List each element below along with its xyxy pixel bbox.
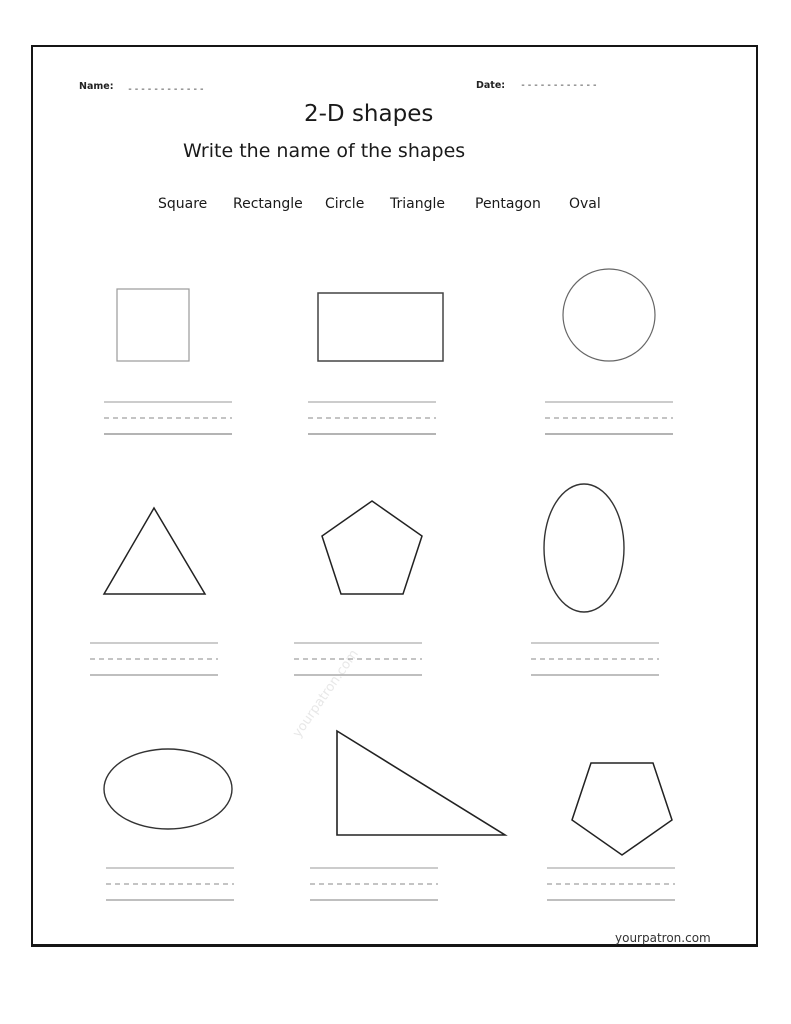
answer-lines-8[interactable]	[310, 868, 438, 900]
rectangle-icon	[318, 293, 443, 361]
answer-lines-2[interactable]	[308, 402, 436, 434]
right-triangle-icon	[337, 731, 505, 835]
name-field[interactable]: ------------	[127, 84, 206, 95]
answer-lines-3[interactable]	[545, 402, 673, 434]
word-oval: Oval	[569, 196, 601, 212]
answer-lines-5[interactable]	[294, 643, 422, 675]
page-title: 2-D shapes	[304, 101, 434, 127]
watermark: yourpatron.com	[290, 647, 362, 741]
triangle-icon	[104, 508, 205, 594]
date-label: Date:	[476, 80, 506, 91]
word-circle: Circle	[325, 196, 365, 212]
circle-icon	[563, 269, 655, 361]
pentagon-icon	[322, 501, 422, 594]
name-label: Name:	[79, 81, 114, 92]
word-square: Square	[158, 196, 208, 212]
word-pentagon: Pentagon	[475, 196, 541, 212]
horizontal-oval-icon	[104, 749, 232, 829]
answer-lines-1[interactable]	[104, 402, 232, 434]
word-triangle: Triangle	[390, 196, 445, 212]
answer-lines-4[interactable]	[90, 643, 218, 675]
vertical-oval-icon	[544, 484, 624, 612]
answer-lines-9[interactable]	[547, 868, 675, 900]
date-field[interactable]: ------------	[520, 80, 599, 91]
instruction-text: Write the name of the shapes	[183, 140, 466, 162]
word-rectangle: Rectangle	[233, 196, 303, 212]
square-icon	[117, 289, 189, 361]
footer-brand: yourpatron.com	[615, 931, 711, 945]
answer-lines-7[interactable]	[106, 868, 234, 900]
answer-lines-6[interactable]	[531, 643, 659, 675]
inverted-pentagon-icon	[572, 763, 672, 855]
